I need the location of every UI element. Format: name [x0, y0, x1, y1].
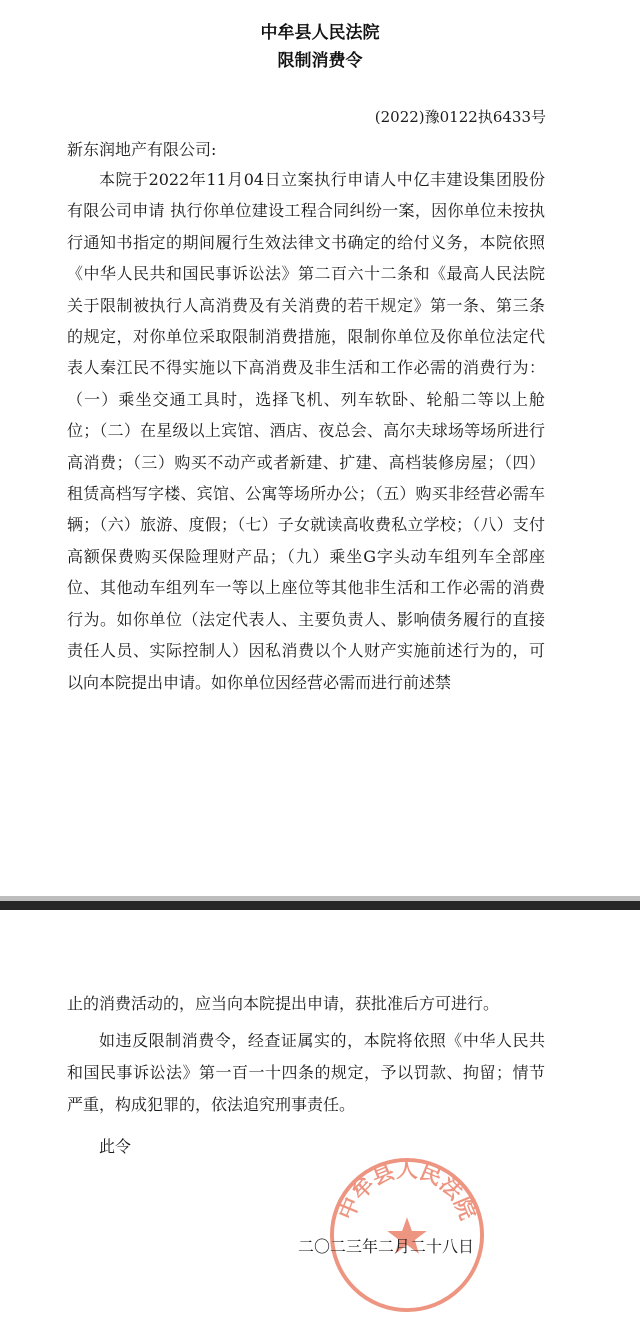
main-paragraph: 本院于2022年11月04日立案执行申请人中亿丰建设集团股份有限公司申请 执行你单位建设工程合同纠纷一案，因你单位未按执行通知书指定的期间履行生效法律文书确定的给付义务，本院依照《中华人民共和国民事诉讼法》第二百六十二条和《最高人民法院关于限制被执行人高消费及有关消费的若干规定》第一条、第三条的规定，对你单位采取限制消费措施，限制你单位及你单位法定代表人秦江民不得实施以下高消费及非生活和工作必需的消费行为：（一）乘坐交通工具时，选择飞机、列车软卧、轮船二等以上舱位；（二）在星级以上宾馆、酒店、夜总会、高尔夫球场等场所进行高消费；（三）购买不动产或者新建、扩建、高档装修房屋；（四）租赁高档写字楼、宾馆、公寓等场所办公；（五）购买非经营必需车辆；（六）旅游、度假；（七）子女就读高收费私立学校；（八）支付高额保费购买保险理财产品；（九）乘坐G字头动车组列车全部座位、其他动车组列车一等以上座位等其他非生活和工作必需的消费行为。如你单位（法定代表人、主要负责人、影响债务履行的直接责任人员、实际控制人）因私消费以个人财产实施前述行为的，可以向本院提出申请。如你单位因经营必需而进行前述禁: [67, 170, 545, 692]
addressee: 新东润地产有限公司:: [67, 140, 217, 159]
order-label: 此令: [99, 1137, 132, 1156]
page-break-bar: [0, 901, 640, 910]
document-title: 限制消费令: [277, 51, 363, 71]
court-name: 中牟县人民法院: [260, 23, 380, 43]
warning-paragraph: 如违反限制消费令，经查证属实的，本院将依照《中华人民共和国民事诉讼法》第一百一十四条的规定，予以罚款、拘留；情节严重，构成犯罪的，依法追究刑事责任。: [67, 1031, 545, 1114]
issue-date: 二〇二三年二月二十八日: [298, 1237, 475, 1256]
seal-text: 中牟县人民法院: [334, 1157, 480, 1224]
continued-paragraph: 止的消费活动的，应当向本院提出申请，获批准后方可进行。: [67, 994, 500, 1013]
case-number: (2022)豫0122执6433号: [374, 108, 546, 126]
